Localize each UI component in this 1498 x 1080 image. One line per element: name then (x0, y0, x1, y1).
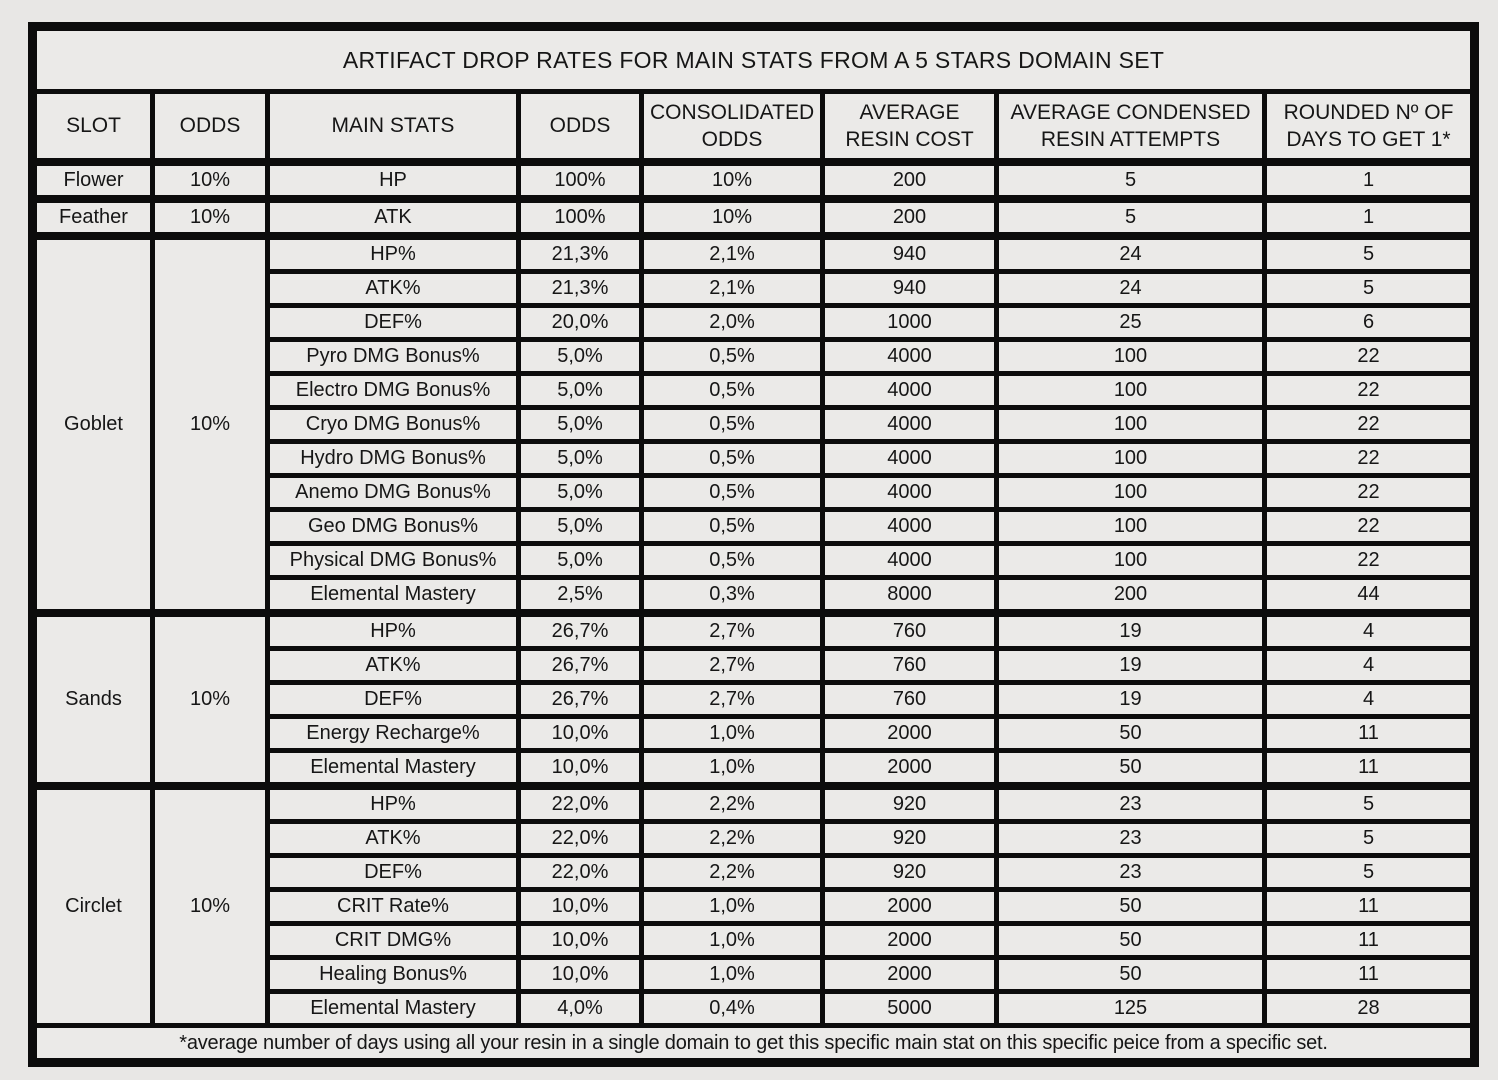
cell-resin-cost: 4000 (823, 340, 997, 374)
cell-days: 11 (1265, 958, 1475, 992)
cell-attempts: 50 (997, 751, 1265, 787)
cell-odds: 21,3% (519, 236, 642, 272)
cell-attempts: 25 (997, 306, 1265, 340)
cell-days: 4 (1265, 649, 1475, 683)
cell-attempts: 100 (997, 340, 1265, 374)
cell-main-stat: HP (268, 162, 519, 199)
table-row (33, 162, 1475, 199)
cell-resin-cost: 1000 (823, 306, 997, 340)
cell-odds: 10,0% (519, 958, 642, 992)
cell-days: 6 (1265, 306, 1475, 340)
footnote: *average number of days using all your resin in a single domain to get this specific main stat on this specific peice from a specific set. (33, 1026, 1475, 1063)
cell-days: 11 (1265, 924, 1475, 958)
cell-resin-cost: 4000 (823, 442, 997, 476)
slot-odds-cell: 10% (153, 162, 268, 199)
header-row (33, 92, 1475, 163)
cell-odds: 21,3% (519, 272, 642, 306)
cell-odds: 22,0% (519, 786, 642, 822)
cell-odds: 5,0% (519, 340, 642, 374)
cell-resin-cost: 760 (823, 613, 997, 649)
cell-main-stat: HP% (268, 613, 519, 649)
cell-days: 11 (1265, 717, 1475, 751)
cell-main-stat: ATK (268, 199, 519, 236)
cell-attempts: 19 (997, 649, 1265, 683)
cell-odds: 100% (519, 199, 642, 236)
cell-resin-cost: 920 (823, 856, 997, 890)
cell-days: 22 (1265, 408, 1475, 442)
cell-attempts: 100 (997, 544, 1265, 578)
cell-consolidated-odds: 1,0% (642, 717, 823, 751)
cell-main-stat: Cryo DMG Bonus% (268, 408, 519, 442)
cell-days: 22 (1265, 510, 1475, 544)
cell-odds: 5,0% (519, 408, 642, 442)
cell-main-stat: Geo DMG Bonus% (268, 510, 519, 544)
cell-main-stat: ATK% (268, 822, 519, 856)
cell-days: 22 (1265, 476, 1475, 510)
cell-attempts: 100 (997, 510, 1265, 544)
cell-days: 28 (1265, 992, 1475, 1026)
cell-resin-cost: 2000 (823, 958, 997, 992)
cell-main-stat: CRIT DMG% (268, 924, 519, 958)
cell-consolidated-odds: 2,2% (642, 822, 823, 856)
cell-consolidated-odds: 2,2% (642, 856, 823, 890)
cell-main-stat: Physical DMG Bonus% (268, 544, 519, 578)
cell-main-stat: ATK% (268, 649, 519, 683)
cell-days: 4 (1265, 613, 1475, 649)
cell-consolidated-odds: 0,5% (642, 340, 823, 374)
column-header-odds: ODDS (519, 92, 642, 163)
column-header-main-stats: MAIN STATS (268, 92, 519, 163)
cell-odds: 10,0% (519, 751, 642, 787)
cell-odds: 26,7% (519, 683, 642, 717)
cell-attempts: 23 (997, 786, 1265, 822)
cell-days: 5 (1265, 856, 1475, 890)
cell-attempts: 100 (997, 408, 1265, 442)
table-title: ARTIFACT DROP RATES FOR MAIN STATS FROM A 5 STARS DOMAIN SET (33, 27, 1475, 92)
cell-attempts: 100 (997, 374, 1265, 408)
cell-resin-cost: 920 (823, 786, 997, 822)
cell-resin-cost: 5000 (823, 992, 997, 1026)
cell-days: 5 (1265, 272, 1475, 306)
cell-consolidated-odds: 0,5% (642, 476, 823, 510)
table-row (33, 786, 1475, 822)
cell-consolidated-odds: 1,0% (642, 924, 823, 958)
cell-days: 11 (1265, 890, 1475, 924)
cell-resin-cost: 4000 (823, 544, 997, 578)
cell-days: 4 (1265, 683, 1475, 717)
cell-consolidated-odds: 0,5% (642, 510, 823, 544)
cell-consolidated-odds: 0,5% (642, 544, 823, 578)
table-row (33, 236, 1475, 272)
cell-days: 44 (1265, 578, 1475, 614)
slot-cell-sands: Sands (33, 613, 153, 786)
footnote-row (33, 1026, 1475, 1063)
cell-main-stat: HP% (268, 236, 519, 272)
cell-resin-cost: 200 (823, 162, 997, 199)
cell-consolidated-odds: 2,0% (642, 306, 823, 340)
cell-odds: 22,0% (519, 856, 642, 890)
cell-odds: 10,0% (519, 924, 642, 958)
cell-resin-cost: 200 (823, 199, 997, 236)
cell-main-stat: Healing Bonus% (268, 958, 519, 992)
column-header-consolidated-odds: CONSOLIDATED ODDS (642, 92, 823, 163)
cell-days: 5 (1265, 786, 1475, 822)
cell-consolidated-odds: 10% (642, 199, 823, 236)
column-header-slot: SLOT (33, 92, 153, 163)
cell-attempts: 23 (997, 856, 1265, 890)
cell-resin-cost: 2000 (823, 717, 997, 751)
cell-main-stat: Hydro DMG Bonus% (268, 442, 519, 476)
slot-odds-cell: 10% (153, 613, 268, 786)
cell-main-stat: HP% (268, 786, 519, 822)
cell-resin-cost: 4000 (823, 374, 997, 408)
cell-days: 22 (1265, 544, 1475, 578)
cell-consolidated-odds: 0,5% (642, 408, 823, 442)
column-header-rounded-n-of-days-to-get-1: ROUNDED Nº OF DAYS TO GET 1* (1265, 92, 1475, 163)
slot-cell-circlet: Circlet (33, 786, 153, 1026)
cell-main-stat: Energy Recharge% (268, 717, 519, 751)
cell-consolidated-odds: 2,2% (642, 786, 823, 822)
cell-consolidated-odds: 2,1% (642, 236, 823, 272)
cell-resin-cost: 760 (823, 649, 997, 683)
table-body (33, 162, 1475, 1026)
cell-attempts: 24 (997, 236, 1265, 272)
cell-attempts: 100 (997, 476, 1265, 510)
cell-attempts: 24 (997, 272, 1265, 306)
cell-attempts: 100 (997, 442, 1265, 476)
cell-attempts: 23 (997, 822, 1265, 856)
cell-resin-cost: 2000 (823, 751, 997, 787)
cell-attempts: 5 (997, 162, 1265, 199)
cell-consolidated-odds: 1,0% (642, 890, 823, 924)
cell-main-stat: Elemental Mastery (268, 992, 519, 1026)
cell-resin-cost: 4000 (823, 408, 997, 442)
cell-consolidated-odds: 1,0% (642, 751, 823, 787)
cell-consolidated-odds: 2,1% (642, 272, 823, 306)
slot-cell-goblet: Goblet (33, 236, 153, 613)
table-row (33, 613, 1475, 649)
cell-odds: 26,7% (519, 649, 642, 683)
cell-attempts: 50 (997, 924, 1265, 958)
cell-resin-cost: 2000 (823, 890, 997, 924)
cell-days: 1 (1265, 162, 1475, 199)
cell-consolidated-odds: 0,5% (642, 442, 823, 476)
cell-main-stat: Elemental Mastery (268, 751, 519, 787)
cell-main-stat: DEF% (268, 683, 519, 717)
cell-days: 5 (1265, 236, 1475, 272)
cell-odds: 5,0% (519, 510, 642, 544)
title-row (33, 27, 1475, 92)
cell-odds: 5,0% (519, 544, 642, 578)
slot-odds-cell: 10% (153, 199, 268, 236)
cell-odds: 5,0% (519, 374, 642, 408)
cell-consolidated-odds: 2,7% (642, 649, 823, 683)
cell-days: 5 (1265, 822, 1475, 856)
cell-main-stat: Pyro DMG Bonus% (268, 340, 519, 374)
cell-resin-cost: 940 (823, 272, 997, 306)
cell-resin-cost: 940 (823, 236, 997, 272)
cell-main-stat: ATK% (268, 272, 519, 306)
cell-resin-cost: 4000 (823, 510, 997, 544)
cell-consolidated-odds: 1,0% (642, 958, 823, 992)
cell-main-stat: Anemo DMG Bonus% (268, 476, 519, 510)
cell-main-stat: Electro DMG Bonus% (268, 374, 519, 408)
cell-resin-cost: 920 (823, 822, 997, 856)
cell-attempts: 50 (997, 717, 1265, 751)
slot-cell-flower: Flower (33, 162, 153, 199)
cell-main-stat: CRIT Rate% (268, 890, 519, 924)
cell-odds: 2,5% (519, 578, 642, 614)
cell-days: 22 (1265, 442, 1475, 476)
cell-odds: 10,0% (519, 890, 642, 924)
cell-days: 1 (1265, 199, 1475, 236)
cell-days: 22 (1265, 374, 1475, 408)
cell-consolidated-odds: 2,7% (642, 613, 823, 649)
slot-odds-cell: 10% (153, 236, 268, 613)
slot-odds-cell: 10% (153, 786, 268, 1026)
cell-attempts: 5 (997, 199, 1265, 236)
cell-attempts: 200 (997, 578, 1265, 614)
cell-days: 11 (1265, 751, 1475, 787)
cell-resin-cost: 8000 (823, 578, 997, 614)
cell-attempts: 125 (997, 992, 1265, 1026)
cell-consolidated-odds: 0,5% (642, 374, 823, 408)
cell-odds: 5,0% (519, 442, 642, 476)
cell-odds: 100% (519, 162, 642, 199)
cell-odds: 26,7% (519, 613, 642, 649)
cell-odds: 5,0% (519, 476, 642, 510)
cell-odds: 4,0% (519, 992, 642, 1026)
cell-attempts: 50 (997, 890, 1265, 924)
cell-main-stat: Elemental Mastery (268, 578, 519, 614)
cell-resin-cost: 4000 (823, 476, 997, 510)
cell-main-stat: DEF% (268, 856, 519, 890)
cell-resin-cost: 2000 (823, 924, 997, 958)
cell-odds: 22,0% (519, 822, 642, 856)
cell-consolidated-odds: 0,4% (642, 992, 823, 1026)
cell-consolidated-odds: 10% (642, 162, 823, 199)
cell-odds: 20,0% (519, 306, 642, 340)
column-header-odds: ODDS (153, 92, 268, 163)
table-row (33, 199, 1475, 236)
cell-main-stat: DEF% (268, 306, 519, 340)
cell-resin-cost: 760 (823, 683, 997, 717)
cell-consolidated-odds: 0,3% (642, 578, 823, 614)
column-header-average-condensed-resin-attempts: AVERAGE CONDENSED RESIN ATTEMPTS (997, 92, 1265, 163)
slot-cell-feather: Feather (33, 199, 153, 236)
cell-consolidated-odds: 2,7% (642, 683, 823, 717)
cell-days: 22 (1265, 340, 1475, 374)
cell-attempts: 19 (997, 613, 1265, 649)
column-header-average-resin-cost: AVERAGE RESIN COST (823, 92, 997, 163)
artifact-drop-rates-table (28, 22, 1479, 1067)
cell-odds: 10,0% (519, 717, 642, 751)
cell-attempts: 19 (997, 683, 1265, 717)
cell-attempts: 50 (997, 958, 1265, 992)
